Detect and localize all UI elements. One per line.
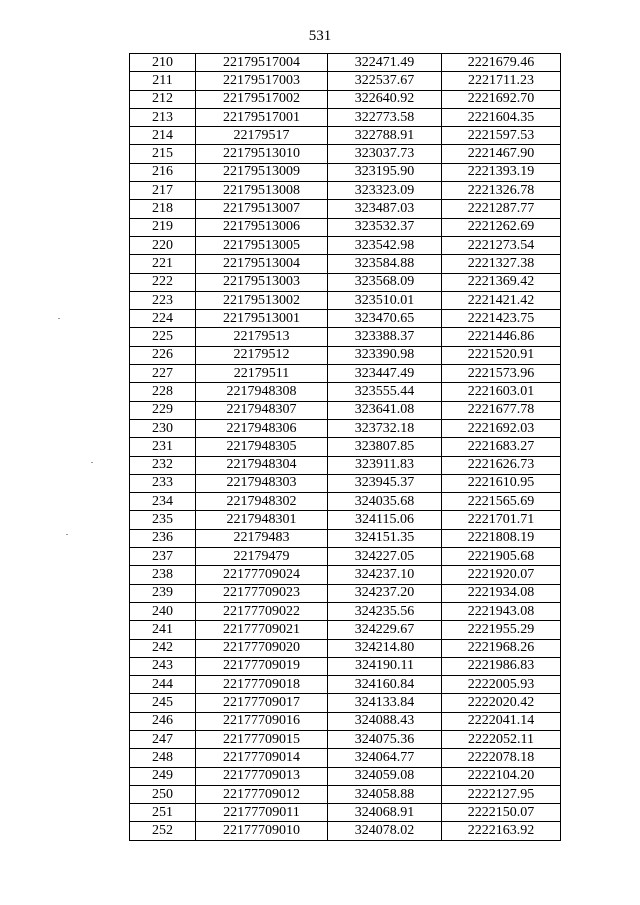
point-id-cell: 22177709011 [196, 804, 328, 822]
table-row [130, 90, 561, 108]
table-row [130, 438, 561, 456]
table-row [130, 273, 561, 291]
x-coordinate-cell: 322537.67 [328, 72, 442, 90]
point-number-cell: 227 [130, 365, 196, 383]
point-number-cell: 238 [130, 566, 196, 584]
point-number-cell: 228 [130, 383, 196, 401]
y-coordinate-cell: 2221421.42 [442, 291, 561, 309]
table-row [130, 310, 561, 328]
table-row [130, 712, 561, 730]
point-id-cell: 2217948302 [196, 493, 328, 511]
point-number-cell: 241 [130, 621, 196, 639]
point-number-cell: 216 [130, 163, 196, 181]
point-number-cell: 245 [130, 694, 196, 712]
point-id-cell: 22177709014 [196, 749, 328, 767]
x-coordinate-cell: 324078.02 [328, 822, 442, 840]
table-row [130, 401, 561, 419]
point-number-cell: 234 [130, 493, 196, 511]
x-coordinate-cell: 324229.67 [328, 621, 442, 639]
point-number-cell: 212 [130, 90, 196, 108]
point-number-cell: 236 [130, 529, 196, 547]
page-number: 531 [308, 28, 332, 44]
table-row [130, 602, 561, 620]
point-id-cell: 22177709017 [196, 694, 328, 712]
scan-mark [58, 318, 60, 319]
y-coordinate-cell: 2221692.70 [442, 90, 561, 108]
x-coordinate-cell: 322788.91 [328, 127, 442, 145]
y-coordinate-cell: 2221934.08 [442, 584, 561, 602]
point-id-cell: 22179479 [196, 548, 328, 566]
y-coordinate-cell: 2221955.29 [442, 621, 561, 639]
point-id-cell: 22179513008 [196, 182, 328, 200]
table-row [130, 749, 561, 767]
point-id-cell: 22179517 [196, 127, 328, 145]
table-row [130, 255, 561, 273]
table-row [130, 346, 561, 364]
point-number-cell: 224 [130, 310, 196, 328]
y-coordinate-cell: 2222052.11 [442, 730, 561, 748]
table-row [130, 54, 561, 72]
point-id-cell: 22177709020 [196, 639, 328, 657]
y-coordinate-cell: 2221446.86 [442, 328, 561, 346]
table-row [130, 493, 561, 511]
point-id-cell: 22177709018 [196, 676, 328, 694]
x-coordinate-cell: 323911.83 [328, 456, 442, 474]
point-number-cell: 229 [130, 401, 196, 419]
y-coordinate-cell: 2221920.07 [442, 566, 561, 584]
table-row [130, 804, 561, 822]
point-number-cell: 219 [130, 218, 196, 236]
scan-mark [91, 462, 93, 463]
table-row [130, 676, 561, 694]
y-coordinate-cell: 2221943.08 [442, 602, 561, 620]
table-row [130, 163, 561, 181]
x-coordinate-cell: 323195.90 [328, 163, 442, 181]
x-coordinate-cell: 323510.01 [328, 291, 442, 309]
x-coordinate-cell: 324035.68 [328, 493, 442, 511]
table-row [130, 548, 561, 566]
point-id-cell: 22177709013 [196, 767, 328, 785]
table-row [130, 639, 561, 657]
table-row [130, 127, 561, 145]
x-coordinate-cell: 324235.56 [328, 602, 442, 620]
point-number-cell: 214 [130, 127, 196, 145]
point-number-cell: 213 [130, 108, 196, 126]
y-coordinate-cell: 2221711.23 [442, 72, 561, 90]
y-coordinate-cell: 2221808.19 [442, 529, 561, 547]
point-id-cell: 22179513004 [196, 255, 328, 273]
y-coordinate-cell: 2221610.95 [442, 474, 561, 492]
x-coordinate-cell: 323037.73 [328, 145, 442, 163]
table-row [130, 236, 561, 254]
x-coordinate-cell: 323323.09 [328, 182, 442, 200]
y-coordinate-cell: 2221287.77 [442, 200, 561, 218]
y-coordinate-cell: 2221326.78 [442, 182, 561, 200]
table-row [130, 584, 561, 602]
point-id-cell: 22179483 [196, 529, 328, 547]
point-number-cell: 244 [130, 676, 196, 694]
x-coordinate-cell: 323584.88 [328, 255, 442, 273]
point-number-cell: 211 [130, 72, 196, 90]
x-coordinate-cell: 323542.98 [328, 236, 442, 254]
y-coordinate-cell: 2221683.27 [442, 438, 561, 456]
point-number-cell: 223 [130, 291, 196, 309]
point-number-cell: 220 [130, 236, 196, 254]
y-coordinate-cell: 2221327.38 [442, 255, 561, 273]
table-row [130, 328, 561, 346]
table-row [130, 474, 561, 492]
table-row [130, 108, 561, 126]
point-number-cell: 215 [130, 145, 196, 163]
table-row [130, 72, 561, 90]
point-number-cell: 242 [130, 639, 196, 657]
x-coordinate-cell: 323555.44 [328, 383, 442, 401]
y-coordinate-cell: 2221369.42 [442, 273, 561, 291]
point-number-cell: 250 [130, 785, 196, 803]
x-coordinate-cell: 323390.98 [328, 346, 442, 364]
point-id-cell: 22179517002 [196, 90, 328, 108]
point-number-cell: 239 [130, 584, 196, 602]
y-coordinate-cell: 2221393.19 [442, 163, 561, 181]
x-coordinate-cell: 323807.85 [328, 438, 442, 456]
point-id-cell: 2217948305 [196, 438, 328, 456]
point-number-cell: 222 [130, 273, 196, 291]
point-number-cell: 247 [130, 730, 196, 748]
point-id-cell: 22177709015 [196, 730, 328, 748]
y-coordinate-cell: 2222041.14 [442, 712, 561, 730]
table-row [130, 200, 561, 218]
x-coordinate-cell: 322640.92 [328, 90, 442, 108]
point-id-cell: 22177709016 [196, 712, 328, 730]
point-id-cell: 22177709010 [196, 822, 328, 840]
point-id-cell: 22177709019 [196, 657, 328, 675]
point-id-cell: 22179511 [196, 365, 328, 383]
y-coordinate-cell: 2222150.07 [442, 804, 561, 822]
x-coordinate-cell: 324237.10 [328, 566, 442, 584]
y-coordinate-cell: 2221520.91 [442, 346, 561, 364]
point-id-cell: 2217948306 [196, 419, 328, 437]
point-id-cell: 22179513002 [196, 291, 328, 309]
y-coordinate-cell: 2221467.90 [442, 145, 561, 163]
coordinates-table-body [130, 54, 561, 841]
y-coordinate-cell: 2221905.68 [442, 548, 561, 566]
x-coordinate-cell: 323470.65 [328, 310, 442, 328]
y-coordinate-cell: 2221565.69 [442, 493, 561, 511]
point-number-cell: 217 [130, 182, 196, 200]
point-number-cell: 231 [130, 438, 196, 456]
x-coordinate-cell: 323732.18 [328, 419, 442, 437]
y-coordinate-cell: 2221679.46 [442, 54, 561, 72]
point-id-cell: 22177709024 [196, 566, 328, 584]
point-number-cell: 243 [130, 657, 196, 675]
table-row [130, 785, 561, 803]
y-coordinate-cell: 2221986.83 [442, 657, 561, 675]
x-coordinate-cell: 324115.06 [328, 511, 442, 529]
y-coordinate-cell: 2221423.75 [442, 310, 561, 328]
x-coordinate-cell: 324059.08 [328, 767, 442, 785]
scan-mark [66, 534, 68, 535]
table-row [130, 456, 561, 474]
point-id-cell: 2217948308 [196, 383, 328, 401]
point-number-cell: 210 [130, 54, 196, 72]
y-coordinate-cell: 2221692.03 [442, 419, 561, 437]
x-coordinate-cell: 324160.84 [328, 676, 442, 694]
point-number-cell: 240 [130, 602, 196, 620]
point-number-cell: 246 [130, 712, 196, 730]
y-coordinate-cell: 2221273.54 [442, 236, 561, 254]
point-id-cell: 22179513006 [196, 218, 328, 236]
table-row [130, 657, 561, 675]
table-row [130, 145, 561, 163]
x-coordinate-cell: 323532.37 [328, 218, 442, 236]
y-coordinate-cell: 2221701.71 [442, 511, 561, 529]
point-number-cell: 249 [130, 767, 196, 785]
point-number-cell: 237 [130, 548, 196, 566]
x-coordinate-cell: 324068.91 [328, 804, 442, 822]
point-id-cell: 22179513005 [196, 236, 328, 254]
point-id-cell: 22177709021 [196, 621, 328, 639]
table-row [130, 767, 561, 785]
y-coordinate-cell: 2221626.73 [442, 456, 561, 474]
point-number-cell: 251 [130, 804, 196, 822]
x-coordinate-cell: 323388.37 [328, 328, 442, 346]
x-coordinate-cell: 324237.20 [328, 584, 442, 602]
x-coordinate-cell: 324190.11 [328, 657, 442, 675]
x-coordinate-cell: 324088.43 [328, 712, 442, 730]
y-coordinate-cell: 2222020.42 [442, 694, 561, 712]
point-id-cell: 22177709012 [196, 785, 328, 803]
point-id-cell: 2217948301 [196, 511, 328, 529]
x-coordinate-cell: 323641.08 [328, 401, 442, 419]
table-row [130, 218, 561, 236]
table-row [130, 511, 561, 529]
x-coordinate-cell: 323487.03 [328, 200, 442, 218]
y-coordinate-cell: 2221603.01 [442, 383, 561, 401]
point-id-cell: 2217948303 [196, 474, 328, 492]
table-row [130, 730, 561, 748]
x-coordinate-cell: 324214.80 [328, 639, 442, 657]
point-number-cell: 248 [130, 749, 196, 767]
y-coordinate-cell: 2221968.26 [442, 639, 561, 657]
point-id-cell: 22177709023 [196, 584, 328, 602]
x-coordinate-cell: 323447.49 [328, 365, 442, 383]
table-row [130, 621, 561, 639]
table-row [130, 419, 561, 437]
y-coordinate-cell: 2222078.18 [442, 749, 561, 767]
point-number-cell: 225 [130, 328, 196, 346]
y-coordinate-cell: 2221597.53 [442, 127, 561, 145]
point-number-cell: 226 [130, 346, 196, 364]
x-coordinate-cell: 322471.49 [328, 54, 442, 72]
point-id-cell: 22179513009 [196, 163, 328, 181]
y-coordinate-cell: 2221677.78 [442, 401, 561, 419]
table-row [130, 822, 561, 840]
x-coordinate-cell: 324058.88 [328, 785, 442, 803]
y-coordinate-cell: 2221262.69 [442, 218, 561, 236]
point-id-cell: 22179513001 [196, 310, 328, 328]
x-coordinate-cell: 324133.84 [328, 694, 442, 712]
coordinates-table [129, 53, 561, 841]
x-coordinate-cell: 324075.36 [328, 730, 442, 748]
point-number-cell: 232 [130, 456, 196, 474]
y-coordinate-cell: 2221573.96 [442, 365, 561, 383]
y-coordinate-cell: 2222163.92 [442, 822, 561, 840]
x-coordinate-cell: 323568.09 [328, 273, 442, 291]
point-id-cell: 22179513003 [196, 273, 328, 291]
table-row [130, 365, 561, 383]
point-number-cell: 235 [130, 511, 196, 529]
table-row [130, 529, 561, 547]
y-coordinate-cell: 2222127.95 [442, 785, 561, 803]
point-id-cell: 22179517004 [196, 54, 328, 72]
y-coordinate-cell: 2221604.35 [442, 108, 561, 126]
point-id-cell: 22179517003 [196, 72, 328, 90]
x-coordinate-cell: 324064.77 [328, 749, 442, 767]
point-id-cell: 22179513007 [196, 200, 328, 218]
point-id-cell: 2217948307 [196, 401, 328, 419]
table-row [130, 291, 561, 309]
table-row [130, 182, 561, 200]
point-id-cell: 22179513010 [196, 145, 328, 163]
point-number-cell: 221 [130, 255, 196, 273]
x-coordinate-cell: 323945.37 [328, 474, 442, 492]
table-row [130, 694, 561, 712]
y-coordinate-cell: 2222005.93 [442, 676, 561, 694]
point-id-cell: 22177709022 [196, 602, 328, 620]
point-id-cell: 22179517001 [196, 108, 328, 126]
x-coordinate-cell: 322773.58 [328, 108, 442, 126]
point-number-cell: 218 [130, 200, 196, 218]
point-number-cell: 230 [130, 419, 196, 437]
table-row [130, 566, 561, 584]
point-id-cell: 2217948304 [196, 456, 328, 474]
point-number-cell: 252 [130, 822, 196, 840]
point-id-cell: 22179512 [196, 346, 328, 364]
y-coordinate-cell: 2222104.20 [442, 767, 561, 785]
x-coordinate-cell: 324151.35 [328, 529, 442, 547]
point-id-cell: 22179513 [196, 328, 328, 346]
point-number-cell: 233 [130, 474, 196, 492]
x-coordinate-cell: 324227.05 [328, 548, 442, 566]
table-row [130, 383, 561, 401]
